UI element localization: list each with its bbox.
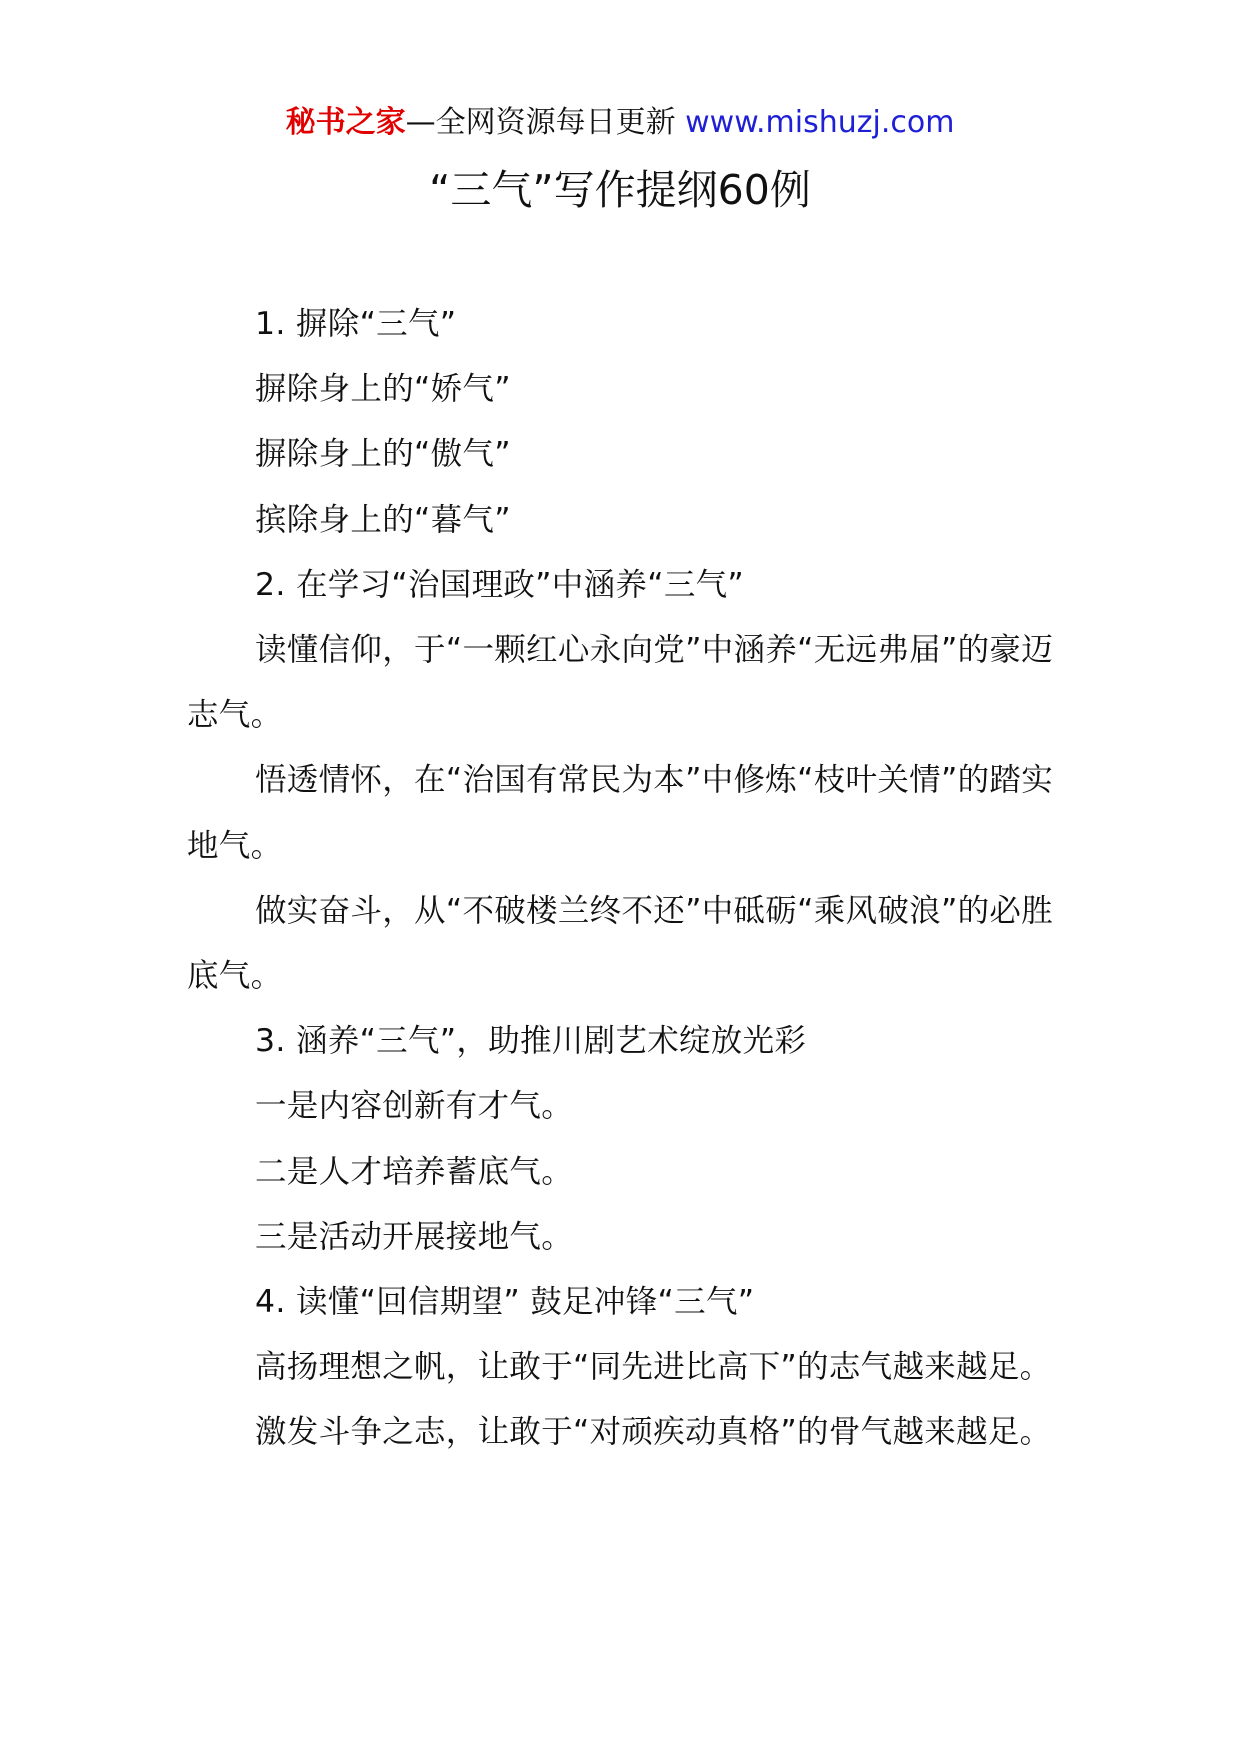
list-item: 摒除身上的“娇气” xyxy=(255,371,511,408)
site-url-link[interactable]: www.mishuzj.com xyxy=(685,105,955,140)
paragraph: 高扬理想之帆，让敢于“同先进比高下”的志气越来越足。 xyxy=(255,1349,1052,1386)
brand-name: 秘书之家 xyxy=(285,105,406,140)
list-item: 三是活动开展接地气。 xyxy=(255,1218,574,1255)
section-heading-3: 3. 涵养“三气”，助推川剧艺术绽放光彩 xyxy=(255,1023,807,1060)
section-heading-1: 1. 摒除“三气” xyxy=(255,306,457,342)
paragraph: 读懂信仰，于“一颗红心永向党”中涵养“无远弗届”的豪迈志气。 xyxy=(187,632,1053,734)
document-body xyxy=(187,292,1053,1466)
list-item: 摒除身上的“傲气” xyxy=(255,436,511,473)
section-heading-4: 4. 读懂“回信期望” 鼓足冲锋“三气” xyxy=(255,1284,755,1321)
paragraph: 悟透情怀，在“治国有常民为本”中修炼“枝叶关情”的踏实地气。 xyxy=(187,762,1053,864)
paragraph: 做实奋斗，从“不破楼兰终不还”中砥砺“乘风破浪”的必胜底气。 xyxy=(187,892,1053,995)
section-heading-2: 2. 在学习“治国理政”中涵养“三气” xyxy=(255,566,745,603)
paragraph: 激发斗争之志，让敢于“对顽疾动真格”的骨气越来越足。 xyxy=(255,1414,1052,1451)
document-title: “三气”写作提纲60例 xyxy=(429,166,811,214)
header-tagline: —全网资源每日更新 xyxy=(405,105,676,140)
list-item: 一是内容创新有才气。 xyxy=(255,1088,574,1125)
list-item: 摈除身上的“暮气” xyxy=(255,501,511,538)
site-header xyxy=(0,100,1240,146)
list-item: 二是人才培养蓄底气。 xyxy=(255,1153,574,1190)
